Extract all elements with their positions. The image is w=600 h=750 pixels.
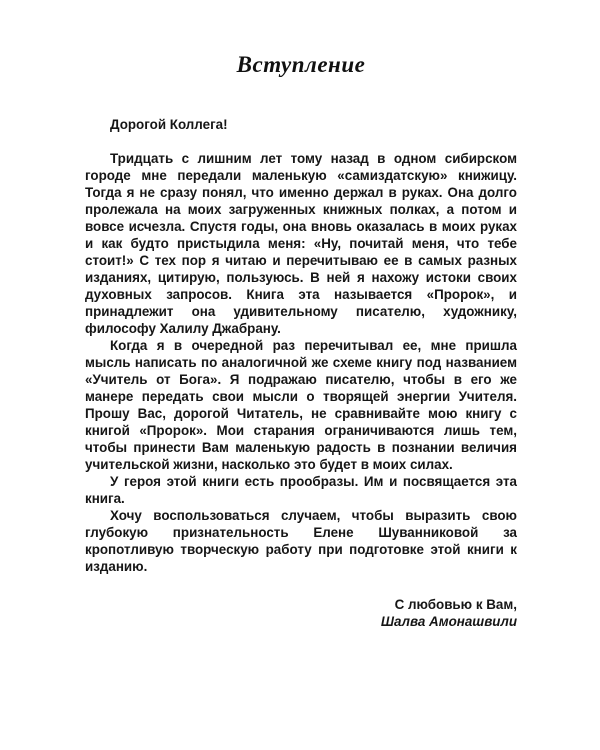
page-body bbox=[85, 116, 517, 630]
signature-block bbox=[85, 596, 517, 630]
page-title: Вступление bbox=[236, 52, 366, 77]
paragraph: Когда я в очередной раз перечитывал ее, мне пришла мысль написать по аналогичной же схеме книгу под названием «Учитель от Бога». Я подражаю писателю, чтобы в его же манере передать свои мысли о творящей энергии Учителя. Прошу Вас, дорогой Читатель, не сравнивайте мою книгу с книгой «Пророк». Мои старания ограничиваются лишь тем, чтобы принести Вам маленькую радость в познании величия учительской жизни, насколько это будет в моих силах. bbox=[85, 338, 517, 472]
author-name: Шалва Амонашвили bbox=[380, 614, 517, 629]
paragraph: Тридцать с лишним лет тому назад в одном сибирском городе мне передали маленькую «самиздатскую» книжицу. Тогда я не сразу понял, что именно держал в руках. Она долго пролежала на моих загруженных книжных полках, а потом и вовсе исчезла. Спустя годы, она вновь оказалась в моих руках и как будто пристыдила меня: «Ну, почитай меня, что тебе стоит!» С тех пор я читаю и перечитываю ее в самых разных изданиях, цитирую, пользуюсь. В ней я нахожу истоки своих духовных запросов. Книга эта называется «Пророк», и принадлежит она удивительному писателю, художнику, философу Халилу Джабрану. bbox=[85, 151, 517, 336]
paragraph: У героя этой книги есть прообразы. Им и посвящается эта книга. bbox=[85, 474, 517, 506]
signature-closing: С любовью к Вам, bbox=[394, 597, 517, 612]
paragraph: Хочу воспользоваться случаем, чтобы выразить свою глубокую признательность Елене Шуванниковой за кропотливую творческую работу при подготовке этой книги к изданию. bbox=[85, 508, 517, 574]
salutation: Дорогой Коллега! bbox=[110, 117, 228, 132]
